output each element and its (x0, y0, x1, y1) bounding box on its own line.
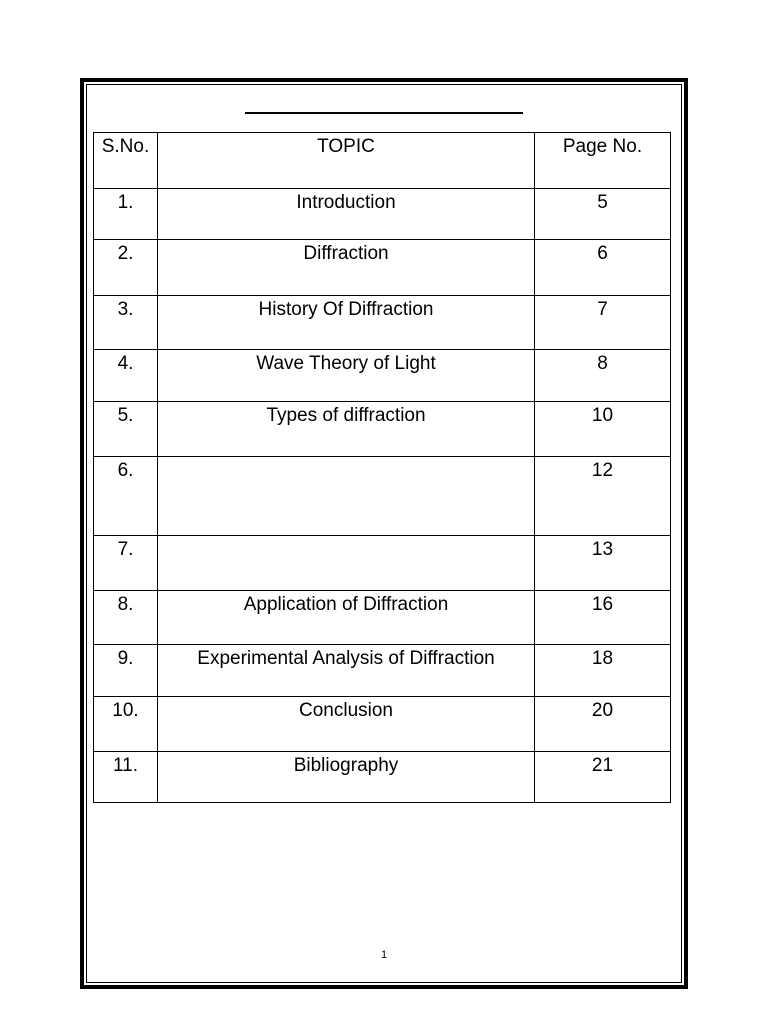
table-row (94, 752, 671, 803)
row-sno: 3. (94, 296, 158, 350)
row-topic: History Of Diffraction (158, 296, 535, 350)
row-topic: Wave Theory of Light (158, 350, 535, 402)
table-row (94, 645, 671, 697)
table-row (94, 189, 671, 240)
row-sno: 8. (94, 591, 158, 645)
table-row (94, 402, 671, 457)
row-topic: Types of diffraction (158, 402, 535, 457)
header-topic: TOPIC (158, 133, 535, 189)
row-sno: 10. (94, 697, 158, 752)
row-topic: Diffraction (158, 240, 535, 296)
table-row (94, 457, 671, 536)
row-page: 8 (535, 350, 671, 402)
header-page: Page No. (535, 133, 671, 189)
table-row (94, 536, 671, 591)
row-sno: 1. (94, 189, 158, 240)
row-sno: 7. (94, 536, 158, 591)
row-page: 20 (535, 697, 671, 752)
table-row (94, 240, 671, 296)
row-page: 18 (535, 645, 671, 697)
header-sno: S.No. (94, 133, 158, 189)
row-page: 5 (535, 189, 671, 240)
row-sno: 9. (94, 645, 158, 697)
title-underline (245, 112, 523, 114)
row-topic: Introduction (158, 189, 535, 240)
table-row (94, 697, 671, 752)
row-sno: 5. (94, 402, 158, 457)
row-topic (158, 457, 535, 536)
row-sno: 6. (94, 457, 158, 536)
row-topic: Bibliography (158, 752, 535, 803)
row-page: 6 (535, 240, 671, 296)
row-sno: 11. (94, 752, 158, 803)
table-row (94, 296, 671, 350)
row-page: 7 (535, 296, 671, 350)
table-row (94, 591, 671, 645)
table-header-row (94, 133, 671, 189)
row-page: 21 (535, 752, 671, 803)
table-row (94, 350, 671, 402)
row-page: 12 (535, 457, 671, 536)
row-sno: 2. (94, 240, 158, 296)
table-of-contents (93, 132, 671, 803)
row-sno: 4. (94, 350, 158, 402)
row-topic: Conclusion (158, 697, 535, 752)
row-topic: Application of Diffraction (158, 591, 535, 645)
row-page: 13 (535, 536, 671, 591)
row-topic (158, 536, 535, 591)
row-topic: Experimental Analysis of Diffraction (158, 645, 535, 697)
page-number: 1 (380, 949, 388, 961)
row-page: 16 (535, 591, 671, 645)
row-page: 10 (535, 402, 671, 457)
